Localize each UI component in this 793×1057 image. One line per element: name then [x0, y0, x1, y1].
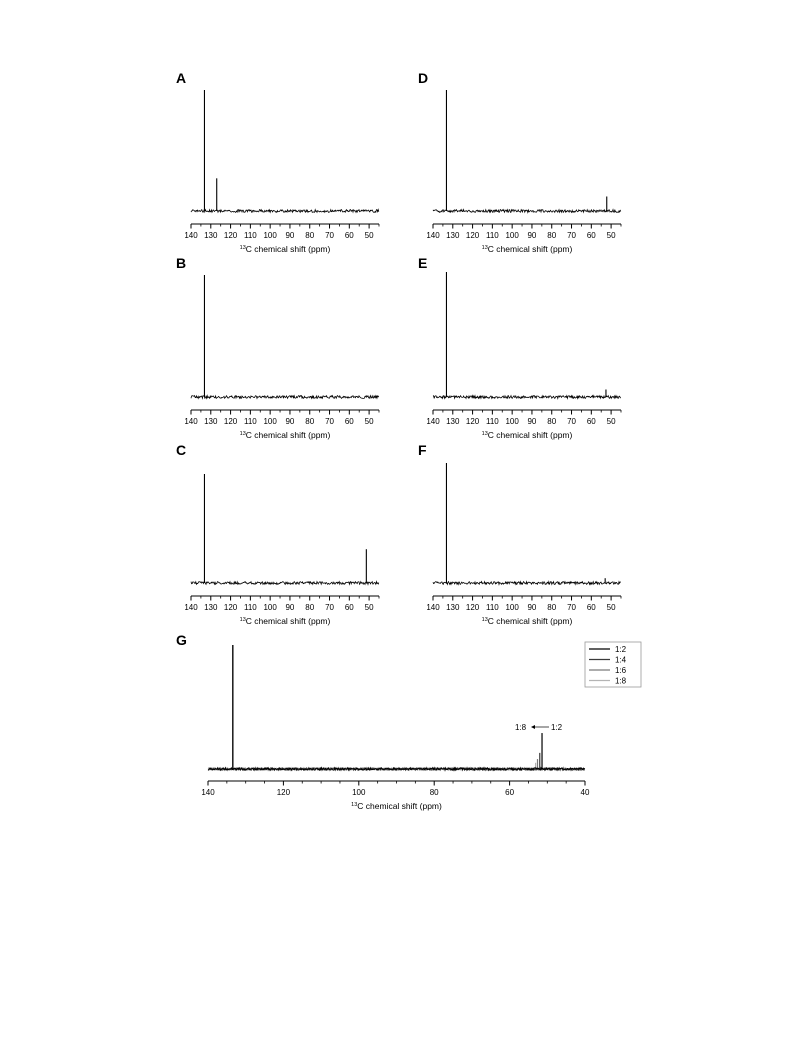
x-tick-label: 60 [344, 417, 354, 426]
x-axis-title [482, 244, 573, 254]
x-tick-label: 80 [429, 788, 439, 797]
x-tick-label: 140 [184, 231, 198, 240]
x-tick-label: 90 [527, 603, 537, 612]
x-tick-label: 110 [485, 231, 499, 240]
x-axis-title-text: C chemical shift (ppm) [487, 244, 573, 254]
panel-label: G [176, 632, 187, 648]
panel-label: A [176, 70, 187, 86]
annotation-right: 1:2 [551, 723, 563, 732]
x-tick-label: 60 [505, 788, 515, 797]
x-tick-label: 90 [527, 231, 537, 240]
baseline-noise [433, 582, 621, 585]
x-tick-label: 120 [223, 603, 238, 612]
x-tick-label: 120 [465, 417, 480, 426]
x-tick-label: 120 [223, 231, 238, 240]
x-tick-label: 40 [580, 788, 590, 797]
x-tick-label: 50 [606, 417, 616, 426]
x-tick-label: 130 [204, 417, 218, 426]
x-tick-label: 100 [505, 231, 519, 240]
x-tick-label: 70 [325, 417, 334, 426]
x-tick-label: 130 [446, 231, 460, 240]
x-tick-label: 100 [263, 231, 277, 240]
x-tick-label: 130 [446, 603, 460, 612]
x-tick-label: 110 [485, 603, 499, 612]
x-axis-title-text: C chemical shift (ppm) [245, 616, 331, 626]
x-axis-title [240, 430, 331, 440]
x-tick-label: 100 [505, 603, 519, 612]
baseline-noise [433, 396, 621, 399]
x-tick-label: 110 [243, 417, 257, 426]
x-tick-label: 50 [606, 231, 616, 240]
x-tick-label: 80 [305, 231, 315, 240]
x-tick-label: 110 [243, 231, 257, 240]
x-tick-label: 60 [344, 231, 354, 240]
x-tick-label: 100 [263, 417, 277, 426]
baseline-noise [191, 210, 379, 213]
x-tick-label: 140 [426, 417, 440, 426]
x-axis-title-sup: 13 [239, 245, 246, 251]
legend-label: 1:8 [615, 676, 627, 686]
panel-c [176, 442, 379, 626]
x-tick-label: 90 [285, 603, 295, 612]
panel-label: C [176, 442, 187, 458]
x-tick-label: 140 [184, 417, 198, 426]
x-axis-title-sup: 13 [481, 617, 488, 623]
baseline-noise [191, 396, 379, 399]
x-tick-label: 50 [606, 603, 616, 612]
x-axis-title-text: C chemical shift (ppm) [487, 430, 573, 440]
x-tick-label: 80 [547, 417, 557, 426]
panel-label: F [418, 442, 427, 458]
panel-e [418, 255, 621, 440]
panel-label: E [418, 255, 428, 271]
x-tick-label: 140 [184, 603, 198, 612]
x-tick-label: 60 [344, 603, 354, 612]
legend [585, 642, 641, 687]
x-tick-label: 120 [276, 788, 291, 797]
x-axis-title [351, 801, 442, 811]
annotation-left: 1:8 [515, 723, 527, 732]
x-axis-title-text: C chemical shift (ppm) [357, 801, 442, 811]
panel-g [176, 632, 641, 811]
legend-label: 1:2 [615, 645, 627, 654]
x-tick-label: 50 [364, 417, 374, 426]
x-tick-label: 130 [446, 417, 460, 426]
panel-d [418, 70, 621, 254]
x-tick-label: 80 [547, 231, 557, 240]
x-axis-title-sup: 13 [481, 245, 488, 251]
x-tick-label: 60 [586, 603, 596, 612]
panel-b [176, 255, 379, 440]
x-axis-title [482, 430, 573, 440]
x-tick-label: 90 [285, 231, 295, 240]
x-tick-label: 130 [204, 603, 218, 612]
x-tick-label: 130 [204, 231, 218, 240]
legend-label: 1:4 [615, 655, 627, 665]
x-axis-title-sup: 13 [481, 431, 488, 437]
x-axis-title [240, 244, 331, 254]
x-axis-title [240, 616, 331, 626]
x-axis-title-sup: 13 [351, 802, 358, 808]
x-tick-label: 70 [325, 231, 334, 240]
x-tick-label: 70 [567, 603, 576, 612]
x-tick-label: 140 [201, 788, 215, 797]
x-tick-label: 140 [426, 231, 440, 240]
x-tick-label: 110 [243, 603, 257, 612]
x-tick-label: 80 [305, 603, 315, 612]
x-tick-label: 140 [426, 603, 440, 612]
x-tick-label: 110 [485, 417, 499, 426]
x-axis-title-text: C chemical shift (ppm) [245, 430, 331, 440]
peak-annotation [515, 723, 563, 732]
x-tick-label: 70 [567, 231, 576, 240]
x-axis-title-sup: 13 [239, 617, 246, 623]
x-tick-label: 70 [325, 603, 334, 612]
baseline-noise [433, 210, 621, 213]
x-tick-label: 120 [223, 417, 238, 426]
x-tick-label: 70 [567, 417, 576, 426]
x-axis-title [482, 616, 573, 626]
x-tick-label: 100 [352, 788, 366, 797]
panel-label: B [176, 255, 187, 271]
baseline-noise [191, 582, 379, 585]
panel-label: D [418, 70, 429, 86]
x-tick-label: 100 [263, 603, 277, 612]
x-tick-label: 120 [465, 603, 480, 612]
x-tick-label: 50 [364, 231, 374, 240]
panel-f [418, 442, 621, 626]
x-tick-label: 60 [586, 417, 596, 426]
x-tick-label: 80 [305, 417, 315, 426]
legend-label: 1:6 [615, 666, 627, 675]
x-tick-label: 90 [527, 417, 537, 426]
x-axis-title-text: C chemical shift (ppm) [487, 616, 573, 626]
x-tick-label: 100 [505, 417, 519, 426]
x-tick-label: 60 [586, 231, 596, 240]
x-tick-label: 50 [364, 603, 374, 612]
arrow-head-icon [531, 725, 535, 729]
x-tick-label: 90 [285, 417, 295, 426]
x-tick-label: 120 [465, 231, 480, 240]
x-axis-title-sup: 13 [239, 431, 246, 437]
x-tick-label: 80 [547, 603, 557, 612]
panel-a [176, 70, 379, 254]
x-axis-title-text: C chemical shift (ppm) [245, 244, 331, 254]
